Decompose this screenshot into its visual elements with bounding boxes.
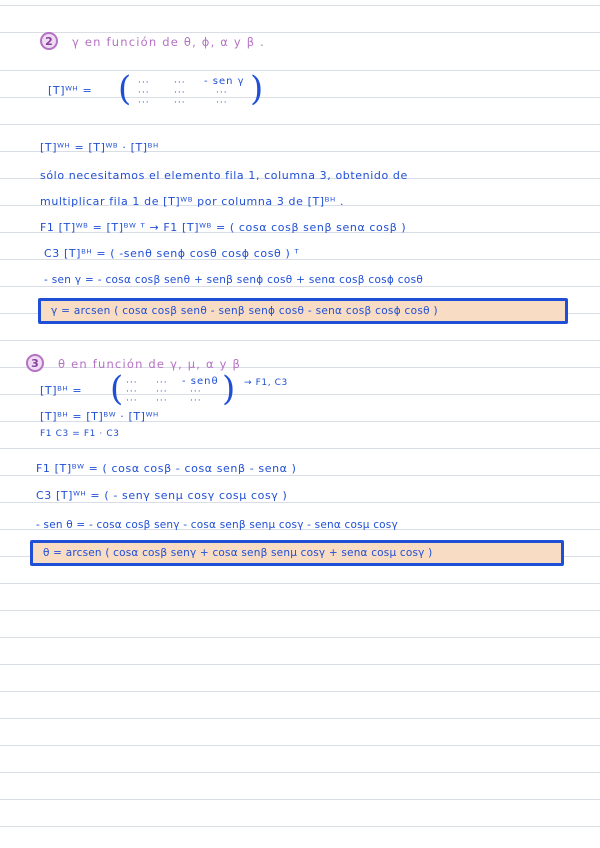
- matrix-cell: ···: [126, 396, 138, 406]
- section-2-line-3: multiplicar fila 1 de [T]ᵂᴮ por columna 3 de [T]ᴮᴴ .: [40, 195, 345, 208]
- matrix-cell-target: - sen γ: [204, 76, 245, 87]
- section-3-line-5: - sen θ = - cosα cosβ senγ - cosα senβ senμ cosγ - senα cosμ cosγ: [36, 519, 398, 531]
- matrix-cell: ···: [174, 98, 186, 108]
- section-3-matrix-note: → F1, C3: [244, 378, 288, 388]
- section-2-matrix-label: [T]ᵂᴴ =: [48, 84, 93, 97]
- matrix-cell: ···: [174, 88, 186, 98]
- section-2-line-2: sólo necesitamos el elemento fila 1, columna 3, obtenido de: [40, 169, 408, 182]
- section-3-title: θ en función de γ, μ, α y β: [58, 357, 242, 371]
- matrix-cell: ···: [126, 378, 138, 388]
- matrix-cell: ···: [190, 387, 202, 397]
- matrix-cell: ···: [126, 387, 138, 397]
- matrix-right-paren: ): [222, 369, 236, 409]
- section-2-line-1: [T]ᵂᴴ = [T]ᵂᴮ · [T]ᴮᴴ: [40, 141, 159, 154]
- matrix-right-paren: ): [250, 69, 264, 109]
- matrix-left-paren: (: [110, 369, 124, 409]
- section-2-matrix: [118, 69, 266, 112]
- section-3-line-4: C3 [T]ᵂᴴ = ( - senγ senμ cosγ cosμ cosγ ): [36, 489, 288, 502]
- matrix-cell: ···: [216, 98, 228, 108]
- section-3-line-2: F1 C3 = F1 · C3: [40, 429, 120, 439]
- matrix-cell-target: - senθ: [182, 376, 219, 387]
- section-3-line-1: [T]ᴮᴴ = [T]ᴮᵂ · [T]ᵂᴴ: [40, 410, 159, 423]
- section-2-result-box: [38, 298, 568, 324]
- matrix-cell: ···: [216, 88, 228, 98]
- matrix-cell: ···: [190, 396, 202, 406]
- section-2-result: γ = arcsen ( cosα cosβ senθ - senβ senϕ cosθ - senα cosβ cosϕ cosθ ): [51, 305, 438, 317]
- section-2-line-5: C3 [T]ᴮᴴ = ( -senθ senϕ cosθ cosϕ cosθ ) ᵀ: [44, 247, 300, 260]
- matrix-cell: ···: [138, 78, 150, 88]
- section-3-line-3: F1 [T]ᴮᵂ = ( cosα cosβ - cosα senβ - senα ): [36, 462, 297, 475]
- section-3-result-box: [30, 540, 564, 566]
- section-3-number: [26, 354, 44, 372]
- matrix-cell: ···: [138, 88, 150, 98]
- matrix-cell: ···: [156, 396, 168, 406]
- matrix-cell: ···: [138, 98, 150, 108]
- section-2-number-text: 2: [45, 34, 53, 48]
- matrix-cell: ···: [156, 387, 168, 397]
- section-3-matrix-label: [T]ᴮᴴ =: [40, 384, 83, 397]
- matrix-left-paren: (: [118, 69, 132, 109]
- section-3-matrix: [110, 369, 240, 410]
- section-3-result: θ = arcsen ( cosα cosβ senγ + cosα senβ senμ cosγ + senα cosμ cosγ ): [43, 547, 433, 559]
- section-2-line-4: F1 [T]ᵂᴮ = [T]ᴮᵂ ᵀ → F1 [T]ᵂᴮ = ( cosα cosβ senβ senα cosβ ): [40, 221, 407, 234]
- section-2-title: γ en función de θ, ϕ, α y β .: [72, 35, 266, 49]
- section-2-line-6: - sen γ = - cosα cosβ senθ + senβ senϕ cosθ + senα cosβ cosϕ cosθ: [44, 274, 424, 286]
- matrix-cell: ···: [156, 378, 168, 388]
- section-3-number-text: 3: [31, 356, 39, 370]
- matrix-cell: ···: [174, 78, 186, 88]
- section-2-number: [40, 32, 58, 50]
